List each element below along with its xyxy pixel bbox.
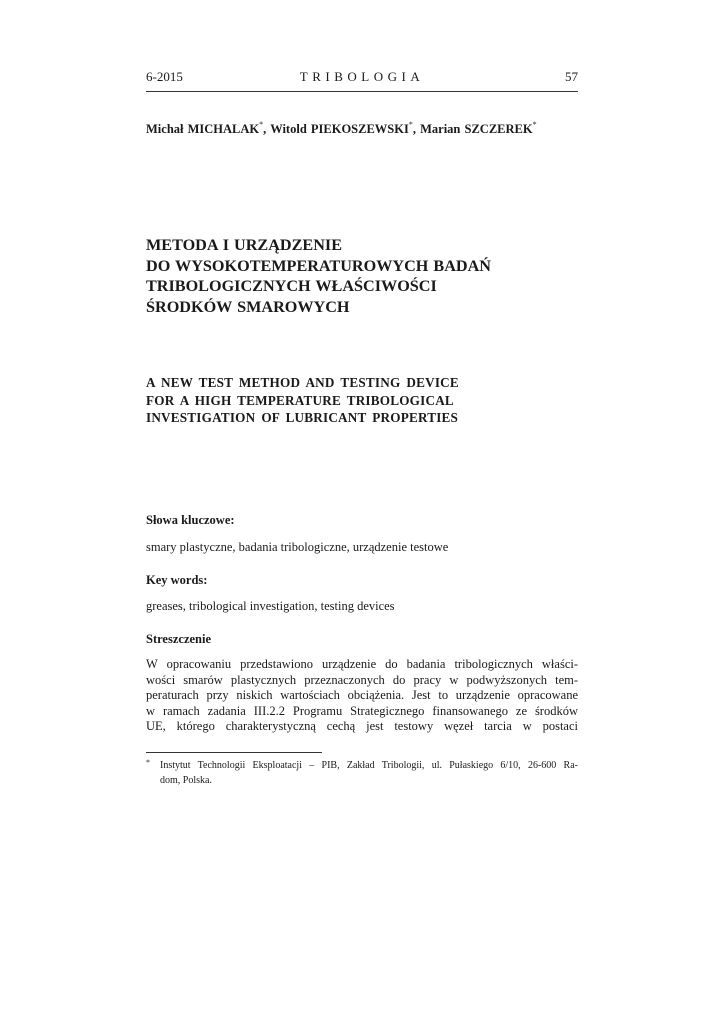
author-affiliation-mark: * [259,120,264,129]
author-name: Marian SZCZEREK [420,122,533,136]
author-separator: , [263,122,271,136]
title-polish [146,235,586,317]
footnote-line: Instytut Technologii Eksploatacji – PIB, Zakład Tribologii, ul. Pułaskiego 6/10, 26-600 Ra- [160,760,578,771]
keywords-pl-heading: Słowa kluczowe: [146,513,235,527]
abstract-line: W opracowaniu przedstawiono urządzenie do badania tribologicznych właści- [146,657,578,671]
keywords-pl-text: smary plastyczne, badania tribologiczne, urządzenie testowe [146,540,449,554]
title-line: INVESTIGATION OF LUBRICANT PROPERTIES [146,410,459,425]
page-number: 57 [565,69,578,84]
title-line: A NEW TEST METHOD AND TESTING DEVICE [146,375,459,390]
footnote-mark: * [146,758,150,767]
title-english [146,374,586,427]
abstract-line: peraturach przy niskich wartościach obciążenia. Jest to urządzenie opracowane [146,688,578,703]
author-separator: , [412,122,421,136]
author-affiliation-mark: * [408,120,413,129]
title-line: ŚRODKÓW SMAROWYCH [146,297,350,316]
title-line: METODA I URZĄDZENIE [146,236,342,254]
journal-name: TRIBOLOGIA [299,69,425,84]
footnote-line: dom, Polska. [160,774,212,786]
abstract-line: wości smarów plastycznych przeznaczonych do pracy w podwyższonych tem- [146,672,578,687]
title-line: FOR A HIGH TEMPERATURE TRIBOLOGICAL [146,392,454,408]
author-name: Michał MICHALAK [146,122,260,136]
abstract-line: w ramach zadania III.2.2 Programu Strategicznego finansowanego ze środków [146,703,578,718]
abstract-line: UE, którego charakterystyczną cechą jest testowy węzeł tarcia w postaci [146,719,578,734]
abstract-body [146,657,578,735]
author-name: Witold PIEKOSZEWSKI [270,122,409,136]
keywords-en-heading: Key words: [146,573,208,587]
title-line: TRIBOLOGICZNYCH WŁAŚCIWOŚCI [146,277,437,295]
title-line: DO WYSOKOTEMPERATUROWYCH BADAŃ [146,256,491,275]
author-affiliation-mark: * [532,120,537,129]
footnote-divider [146,752,322,753]
issue-number: 6-2015 [146,69,183,84]
footnote [146,759,578,788]
author-list [146,120,537,137]
keywords-en-text: greases, tribological investigation, testing devices [146,599,395,613]
running-header [146,69,578,92]
abstract-heading: Streszczenie [146,632,212,646]
